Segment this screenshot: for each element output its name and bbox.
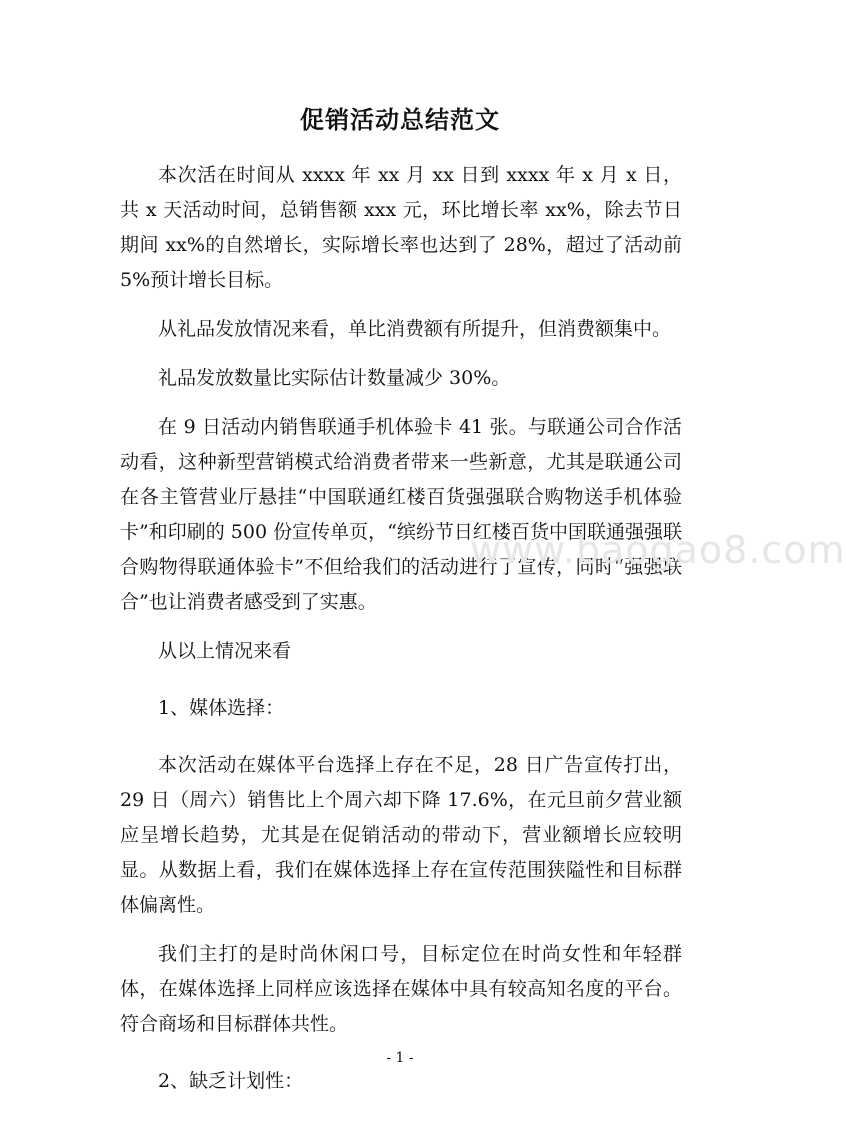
paragraph: 本次活动在媒体平台选择上存在不足，28 日广告宣传打出，29 日（周六）销售比上个周六却下降 17.6%，在元旦前夕营业额应呈增长趋势，尤其是在促销活动的带动下，营业额增长应较明显。从数据上看，我们在媒体选择上存在宣传范围狭隘性和目标群体偏离性。 (120, 754, 682, 916)
page-number: - 1 - (386, 1050, 414, 1066)
paragraph: 从礼品发放情况来看，单比消费额有所提升，但消费额集中。 (158, 318, 672, 340)
section-heading: 1、媒体选择： (158, 697, 285, 719)
section-heading: 2、缺乏计划性： (158, 1070, 304, 1092)
paragraph: 在 9 日活动内销售联通手机体验卡 41 张。与联通公司合作活动看，这种新型营销模式给消费者带来一些新意，尤其是联通公司在各主管营业厅悬挂“中国联通红楼百货强强联合购物送手机体验卡”和印刷的 500 份宣传单页，“缤纷节日红楼百货中国联通强强联合购物得联通体验卡”不但给我们的活动进行了宣传，同时“强强联合”也让消费者感受到了实惠。 (120, 416, 682, 613)
paragraph: 我们主打的是时尚休闲口号，目标定位在时尚女性和年轻群体，在媒体选择上同样应该选择在媒体中具有较高知名度的平台。符合商场和目标群体共性。 (120, 943, 682, 1035)
paragraph: 礼品发放数量比实际估计数量减少 30%。 (158, 367, 511, 389)
paragraph: 从以上情况来看 (158, 640, 292, 662)
watermark: www.baogao8.com (470, 528, 846, 572)
paragraph: 本次活在时间从 xxxx 年 xx 月 xx 日到 xxxx 年 x 月 x 日，共 x 天活动时间，总销售额 xxx 元，环比增长率 xx%，除去节日期间 xx%的自然增长，实际增长率也达到了 28%，超过了活动前 5%预计增长目标。 (120, 164, 682, 291)
document-body (120, 158, 682, 1113)
document-title: 促销活动总结范文 (300, 105, 500, 134)
